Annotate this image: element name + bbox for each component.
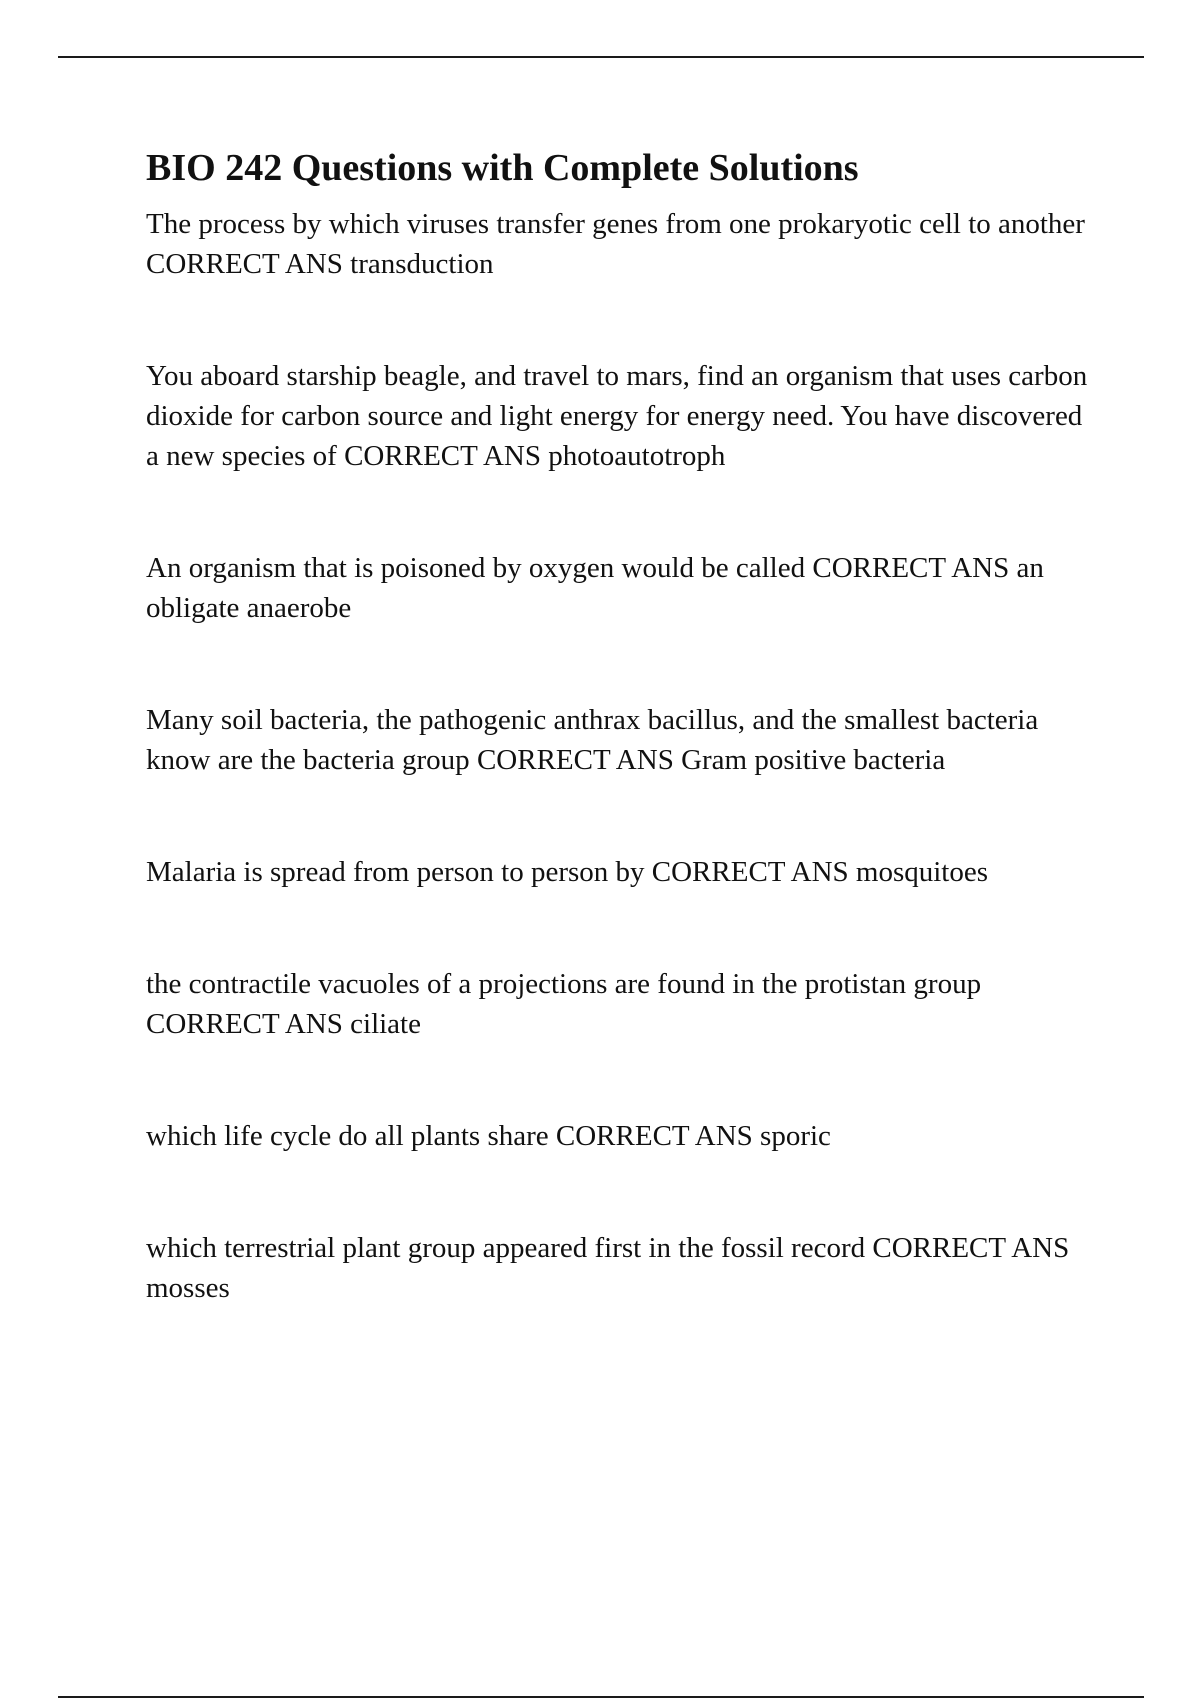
bottom-rule (58, 1696, 1144, 1698)
question-text: Many soil bacteria, the pathogenic anthrax bacillus, and the smallest bacteria know are the bacteria group (146, 704, 1039, 776)
answer-marker: CORRECT ANS (146, 1008, 343, 1040)
question-text: The process by which viruses transfer genes from one prokaryotic cell to another (146, 208, 1085, 240)
answer-text: transduction (350, 248, 494, 280)
qa-item (146, 356, 1096, 476)
document-body (146, 142, 1096, 1380)
question-text: An organism that is poisoned by oxygen would be called (146, 552, 806, 584)
question-text: the contractile vacuoles of a projections are found in the protistan group (146, 968, 982, 1000)
answer-marker: CORRECT ANS (476, 744, 674, 776)
answer-marker: CORRECT ANS (812, 552, 1010, 584)
answer-text: ciliate (350, 1008, 421, 1040)
answer-text: Gram positive bacteria (681, 744, 946, 776)
answer-text: sporic (760, 1120, 831, 1152)
qa-item (146, 1228, 1096, 1308)
answer-text: an obligate anaerobe (146, 552, 1044, 624)
answer-text: mosquitoes (855, 856, 989, 888)
question-text: which life cycle do all plants share (146, 1120, 549, 1152)
answer-marker: CORRECT ANS (651, 856, 849, 888)
qa-list (146, 204, 1096, 1308)
top-rule (58, 56, 1144, 58)
question-text: Malaria is spread from person to person by (146, 856, 645, 888)
answer-marker: CORRECT ANS (872, 1232, 1070, 1264)
answer-text: photoautotroph (548, 440, 726, 472)
document-title: BIO 242 Questions with Complete Solutions (146, 147, 859, 189)
question-text: which terrestrial plant group appeared first in the fossil record (146, 1232, 866, 1264)
qa-item (146, 1116, 1096, 1156)
qa-item (146, 204, 1096, 284)
answer-marker: CORRECT ANS (146, 248, 343, 280)
qa-item (146, 548, 1096, 628)
qa-item (146, 852, 1096, 892)
question-text: You aboard starship beagle, and travel to mars, find an organism that uses carbon dioxide for carbon source and light energy for energy need. You have discovered a new species of (146, 360, 1088, 472)
qa-item (146, 964, 1096, 1044)
qa-item (146, 700, 1096, 780)
answer-marker: CORRECT ANS (555, 1120, 753, 1152)
answer-marker: CORRECT ANS (344, 440, 541, 472)
answer-text: mosses (146, 1272, 230, 1304)
